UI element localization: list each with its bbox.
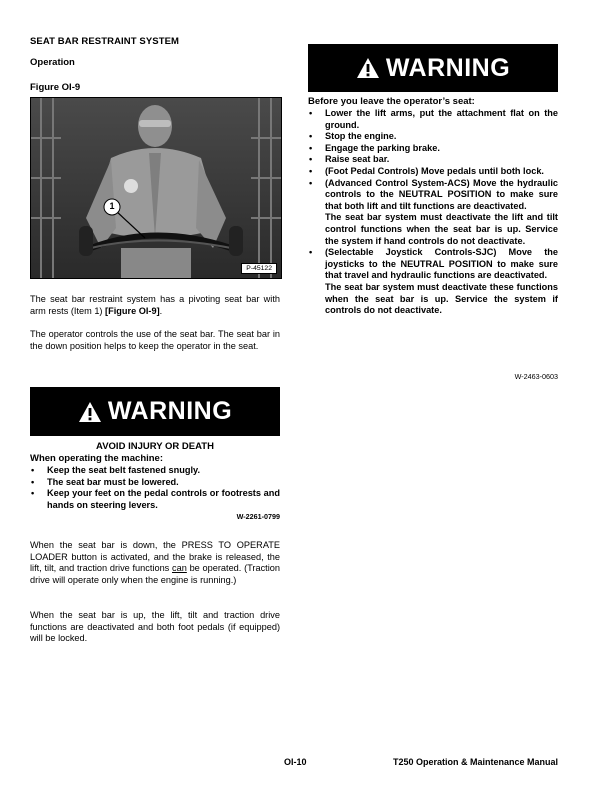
figure-callout-number: 1 <box>109 201 115 211</box>
figure-reference: [Figure OI-9] <box>105 305 160 316</box>
paragraph-seat-bar-up: When the seat bar is up, the lift, tilt and traction drive functions are deactivated and both foot pedals (if equipped) will be locked. <box>30 610 280 644</box>
para3-end: be operated. (Traction drive will operate only when the engine is running.) <box>30 563 280 585</box>
underlined-can: can <box>172 563 187 574</box>
list-item: • Raise seat bar. <box>309 154 390 165</box>
warning-list-left <box>30 465 280 511</box>
figure-label: Figure OI-9 <box>30 82 81 93</box>
warning-code-right: W-2463-0603 <box>514 372 558 381</box>
para1-text: The seat bar restraint system has a pivoting seat bar with arm rests (Item 1) <box>30 294 280 316</box>
warning-title-right: WARNING <box>385 53 511 82</box>
warning-triangle-icon <box>78 401 102 423</box>
paragraph-seat-bar-description <box>30 294 280 317</box>
warning-triangle-icon <box>356 57 380 79</box>
paragraph-operator-controls: The operator controls the use of the seat bar. The seat bar in the down position helps to keep the operator in the seat. <box>30 329 280 351</box>
acs-note: The seat bar system must deactivate the lift and tilt control functions when the seat bar is up. Service the system if hand controls do not deactivate. <box>325 212 558 246</box>
paragraph-seat-bar-down <box>30 540 280 586</box>
list-item: • (Advanced Control System-ACS) Move the hydraulic controls to the NEUTRAL POSITION to make sure that both lift and tilt functions are deactivated. The seat bar system must deactivate the lift and tilt control functions when the seat bar is up. Service the system if hand controls do not deactivate. <box>309 177 558 246</box>
para1-end: . <box>159 305 163 316</box>
list-item: • Lower the lift arms, put the attachment flat on the ground. <box>309 108 558 130</box>
page-number: OI-10 <box>284 757 307 767</box>
list-item: • Keep the seat belt fastened snugly. <box>31 465 200 475</box>
list-item: • Keep your feet on the pedal controls or footrests and hands on steering levers. <box>31 488 280 510</box>
warning-heading: AVOID INJURY OR DEATH <box>96 441 214 452</box>
para3-start: When the seat bar is down, the PRESS TO OPERATE LOADER button is activated, and the brake is released, the lift, tilt, and traction drive functions <box>30 540 280 574</box>
warning-code-left: W-2261-0799 <box>236 512 280 521</box>
manual-title: T250 Operation & Maintenance Manual <box>392 757 558 767</box>
list-item: • (Foot Pedal Controls) Move pedals until both lock. <box>309 165 544 176</box>
sjc-note: The seat bar system must deactivate these functions when the seat bar is up. Service the system if controls do not deactivate. <box>325 281 558 316</box>
warning-banner-right <box>308 44 558 92</box>
warning-intro-left: When operating the machine: <box>30 453 164 464</box>
section-title: SEAT BAR RESTRAINT SYSTEM <box>30 36 180 47</box>
subsection-title: Operation <box>30 57 75 68</box>
warning-intro-right: Before you leave the operator’s seat: <box>308 96 475 107</box>
operator-seat-illustration <box>31 98 281 278</box>
list-item: • (Selectable Joystick Controls-SJC) Move the joysticks to the NEUTRAL POSITION to make sure that travel and hydraulic functions are deactivated. The seat bar system must deactivate these functions when the seat bar is up. Service the system if controls do not deactivate. <box>309 247 558 316</box>
warning-banner-left <box>30 387 280 436</box>
list-item: • Engage the parking brake. <box>309 142 440 153</box>
warning-title-left: WARNING <box>107 397 233 425</box>
warning-list-right <box>308 108 558 317</box>
list-item: • Stop the engine. <box>309 131 397 142</box>
photo-code: P-45122 <box>241 263 277 274</box>
figure-photo <box>30 97 282 279</box>
list-item: • The seat bar must be lowered. <box>31 476 179 487</box>
